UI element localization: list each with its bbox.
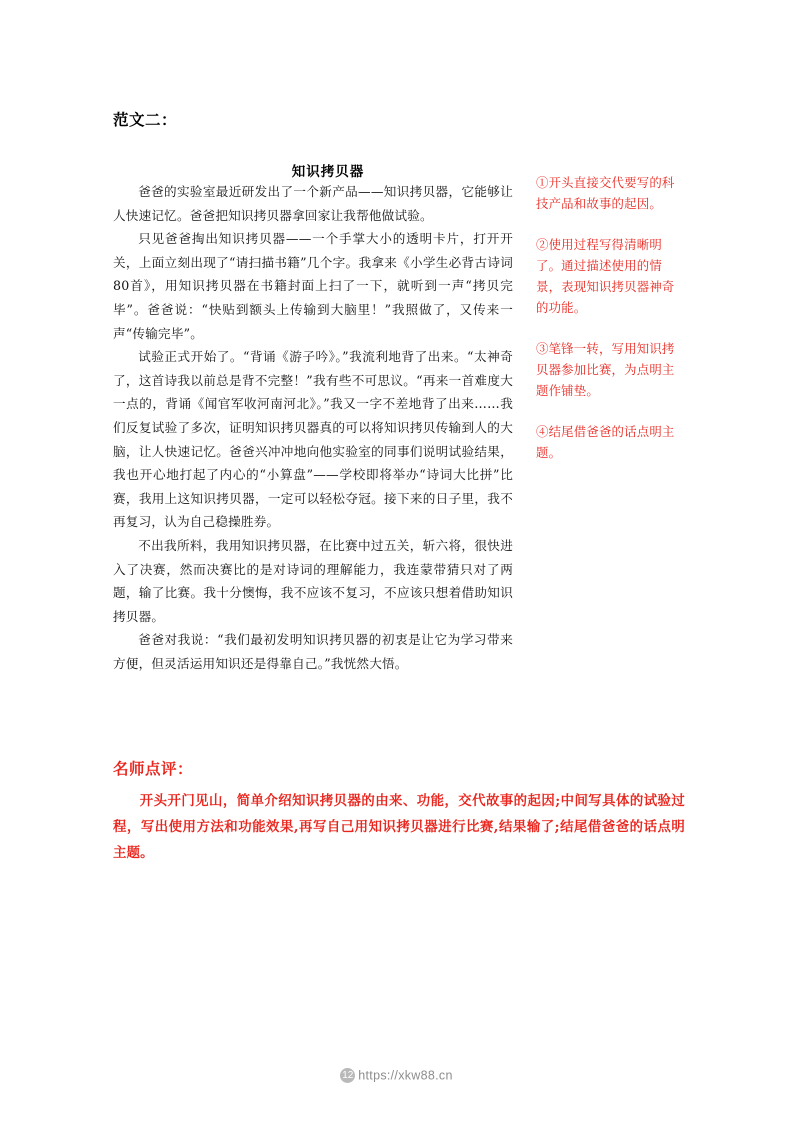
essay-paragraph: 只见爸爸掏出知识拷贝器——一个手掌大小的透明卡片，打开开关，上面立刻出现了“请扫描书籍”几个字。我拿来《小学生必背古诗词80首》，用知识拷贝器在书籍封面上扫了一下，就听到一声“拷贝完毕”。爸爸说：“快贴到额头上传输到大脑里！”我照做了，又传来一声“传输完毕”。 (113, 231, 513, 341)
teacher-comment-heading: 名师点评： (113, 759, 194, 778)
section-heading: 范文二： (113, 110, 178, 129)
watermark-url: https://xkw88.cn (358, 1068, 453, 1083)
annotation-note: ③笔锋一转，写用知识拷贝器参加比赛，为点明主题作铺垫。 (536, 341, 675, 398)
teacher-comment-body (113, 788, 685, 866)
annotation-note: ②使用过程写得清晰明了。通过描述使用的情景，表现知识拷贝器神奇的功能。 (536, 237, 675, 315)
essay-body (113, 180, 513, 675)
essay-title: 知识拷贝器 (291, 164, 365, 180)
annotation-note: ④结尾借爸爸的话点明主题。 (536, 424, 675, 460)
essay-paragraph: 试验正式开始了。“背诵《游子吟》。”我流利地背了出来。“太神奇了，这首诗我以前总是背不完整！”我有些不可思议。“再来一首难度大一点的，背诵《闻官军收河南河北》。”我又一字不差地背了出来……我们反复试验了多次，证明知识拷贝器真的可以将知识拷贝传输到人的大脑，让人快速记忆。爸爸兴冲冲地向他实验室的同事们说明试验结果，我也开心地打起了内心的“小算盘”——学校即将举办“诗词大比拼”比赛，我用上这知识拷贝器，一定可以轻松夺冠。接下来的日子里，我不再复习，认为自己稳操胜券。 (113, 349, 513, 530)
essay-paragraph: 爸爸对我说：“我们最初发明知识拷贝器的初衷是让它为学习带来方便，但灵活运用知识还是得靠自己。”我恍然大悟。 (113, 632, 513, 671)
teacher-comment-text: 开头开门见山，简单介绍知识拷贝器的由来、功能，交代故事的起因;中间写具体的试验过程，写出使用方法和功能效果,再写自己用知识拷贝器进行比赛,结果输了;结尾借爸爸的话点明主题。 (113, 793, 685, 861)
essay-paragraph: 不出我所料，我用知识拷贝器，在比赛中过五关，斩六将，很快进入了决赛，然而决赛比的是对诗词的理解能力，我连蒙带猜只对了两题，输了比赛。我十分懊悔，我不应该不复习，不应该只想着借助知识拷贝器。 (113, 537, 513, 624)
annotation-note: ①开头直接交代要写的科技产品和故事的起因。 (536, 175, 675, 211)
margin-annotations (536, 172, 676, 483)
page-number-badge: 12 (342, 1070, 354, 1082)
essay-paragraph: 爸爸的实验室最近研发出了一个新产品——知识拷贝器，它能够让人快速记忆。爸爸把知识拷贝器拿回家让我帮他做试验。 (113, 184, 513, 223)
page-footer (0, 1068, 793, 1083)
